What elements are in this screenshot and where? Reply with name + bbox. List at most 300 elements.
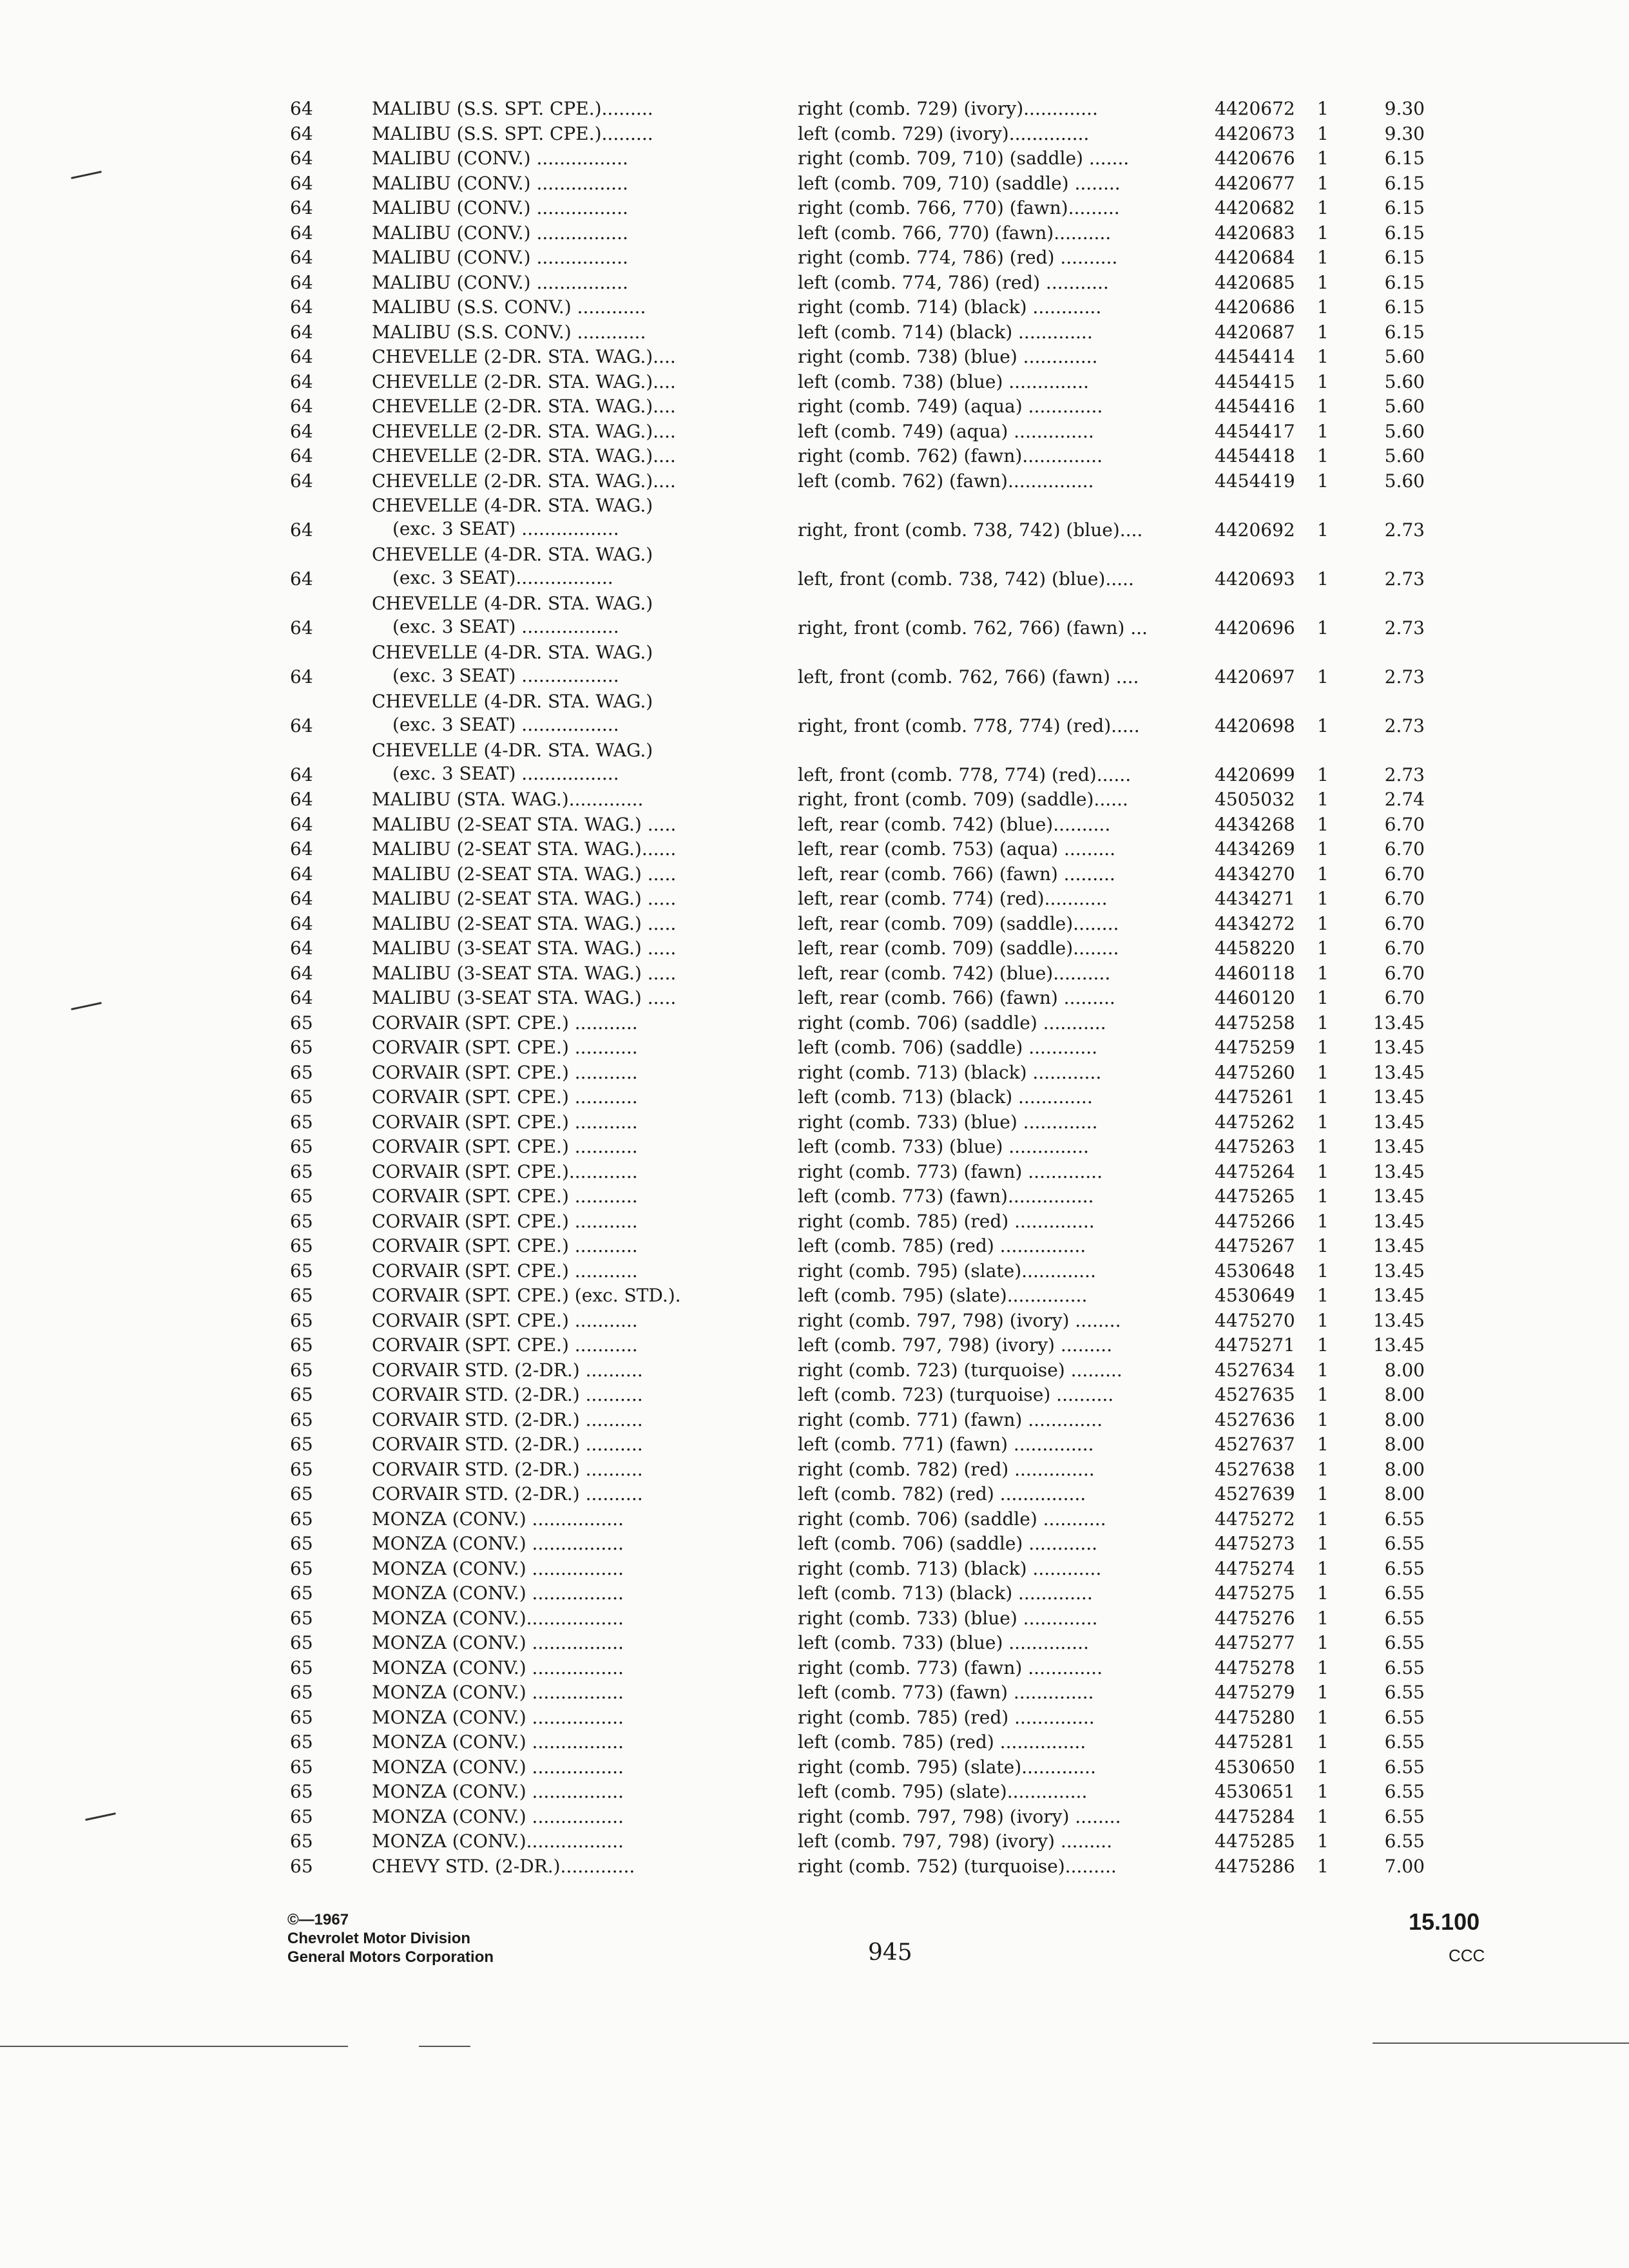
part-number: 4505032	[1215, 789, 1295, 810]
part-description: left (comb. 729) (ivory)..............	[798, 122, 1090, 144]
part-number: 4475274	[1215, 1557, 1295, 1579]
price: 5.60	[1384, 346, 1425, 367]
quantity: 1	[1317, 715, 1329, 736]
model-year: 64	[290, 222, 313, 244]
model-name	[372, 1259, 739, 1283]
part-number: 4420672	[1215, 98, 1295, 119]
model-year: 64	[290, 789, 313, 810]
quantity: 1	[1317, 271, 1329, 293]
part-description: right (comb. 782) (red) ..............	[798, 1458, 1095, 1480]
part-number: 4527637	[1215, 1434, 1295, 1455]
model-line: MALIBU (2-SEAT STA. WAG.) .....	[372, 912, 677, 934]
model-year: 65	[290, 1359, 313, 1381]
part-number: 4475261	[1215, 1086, 1295, 1108]
price: 6.15	[1384, 271, 1425, 293]
table-row	[0, 221, 1629, 246]
part-number: 4475262	[1215, 1111, 1295, 1133]
quantity: 1	[1317, 1160, 1329, 1182]
model-line: MONZA (CONV.) ................	[372, 1582, 624, 1604]
quantity: 1	[1317, 1781, 1329, 1802]
quantity: 1	[1317, 247, 1329, 268]
model-line: CORVAIR STD. (2-DR.) ..........	[372, 1483, 643, 1504]
price: 6.15	[1384, 148, 1425, 169]
quantity: 1	[1317, 396, 1329, 417]
price: 13.45	[1373, 1285, 1425, 1306]
part-number: 4434269	[1215, 838, 1295, 860]
part-description: right (comb. 713) (black) ............	[798, 1061, 1102, 1083]
model-line: CHEVELLE (4-DR. STA. WAG.)	[372, 691, 653, 712]
table-row	[0, 196, 1629, 221]
part-description: right, front (comb. 762, 766) (fawn) ...	[798, 617, 1148, 639]
part-number: 4475260	[1215, 1061, 1295, 1083]
part-description: right, front (comb. 709) (saddle)......	[798, 789, 1128, 810]
quantity: 1	[1317, 346, 1329, 367]
table-row	[0, 394, 1629, 419]
table-row	[0, 345, 1629, 370]
table-row	[0, 1755, 1629, 1780]
model-line: CORVAIR (SPT. CPE.) ...........	[372, 1061, 638, 1083]
part-description: right (comb. 729) (ivory).............	[798, 98, 1098, 119]
part-number: 4475286	[1215, 1855, 1295, 1877]
model-name	[372, 1283, 739, 1308]
model-line: MONZA (CONV.) ................	[372, 1682, 624, 1703]
price: 9.30	[1384, 122, 1425, 144]
bottom-edge-line	[0, 2046, 348, 2047]
price: 2.73	[1384, 715, 1425, 736]
quantity: 1	[1317, 1731, 1329, 1753]
part-description: right (comb. 733) (blue) .............	[798, 1607, 1098, 1629]
model-name	[372, 986, 739, 1010]
table-row	[0, 640, 1629, 689]
quantity: 1	[1317, 1855, 1329, 1877]
model-year: 64	[290, 321, 313, 343]
model-year: 64	[290, 271, 313, 293]
table-row	[0, 887, 1629, 912]
price: 6.15	[1384, 222, 1425, 244]
model-line: CORVAIR STD. (2-DR.) ..........	[372, 1359, 643, 1381]
model-name	[372, 1358, 739, 1383]
table-row	[0, 1309, 1629, 1334]
model-line: MALIBU (CONV.) ................	[372, 148, 628, 169]
part-number: 4434272	[1215, 912, 1295, 934]
quantity: 1	[1317, 1359, 1329, 1381]
table-row	[0, 1383, 1629, 1408]
model-year: 65	[290, 1408, 313, 1430]
model-year: 65	[290, 1260, 313, 1282]
table-row	[0, 1035, 1629, 1061]
quantity: 1	[1317, 937, 1329, 959]
model-line: CORVAIR (SPT. CPE.) ...........	[372, 1210, 638, 1232]
price: 13.45	[1373, 1111, 1425, 1133]
model-name	[372, 1805, 739, 1829]
part-number: 4475277	[1215, 1632, 1295, 1653]
model-line: MALIBU (CONV.) ................	[372, 247, 628, 268]
part-description: left (comb. 797, 798) (ivory) .........	[798, 1831, 1112, 1852]
part-description: left, rear (comb. 709) (saddle)........	[798, 937, 1119, 959]
quantity: 1	[1317, 1037, 1329, 1058]
part-number: 4530651	[1215, 1781, 1295, 1802]
part-description: right (comb. 771) (fawn) .............	[798, 1408, 1103, 1430]
model-year: 65	[290, 1309, 313, 1331]
part-number: 4420673	[1215, 122, 1295, 144]
part-number: 4475276	[1215, 1607, 1295, 1629]
part-description: right, front (comb. 778, 774) (red).....	[798, 715, 1140, 736]
table-row	[0, 245, 1629, 271]
price: 6.55	[1384, 1706, 1425, 1728]
part-description: left (comb. 773) (fawn)...............	[798, 1186, 1094, 1207]
model-year: 64	[290, 98, 313, 119]
model-line: MALIBU (S.S. CONV.) ............	[372, 296, 646, 318]
model-name	[372, 1383, 739, 1407]
part-description: left, front (comb. 762, 766) (fawn) ....	[798, 666, 1139, 687]
model-name	[372, 271, 739, 295]
part-description: right (comb. 709, 710) (saddle) .......	[798, 148, 1130, 169]
part-number: 4454415	[1215, 370, 1295, 392]
table-row	[0, 787, 1629, 812]
table-row	[0, 469, 1629, 494]
model-name	[372, 1085, 739, 1110]
model-year: 65	[290, 1756, 313, 1778]
model-year: 65	[290, 1111, 313, 1133]
model-year: 64	[290, 813, 313, 835]
table-row	[0, 936, 1629, 961]
part-description: left (comb. 713) (black) .............	[798, 1582, 1093, 1604]
part-number: 4475258	[1215, 1012, 1295, 1033]
quantity: 1	[1317, 888, 1329, 909]
model-name	[372, 1061, 739, 1085]
price: 6.55	[1384, 1682, 1425, 1703]
price: 6.15	[1384, 172, 1425, 194]
quantity: 1	[1317, 1136, 1329, 1157]
model-name	[372, 1309, 739, 1333]
part-number: 4475279	[1215, 1682, 1295, 1703]
model-line: CHEVELLE (2-DR. STA. WAG.)....	[372, 346, 676, 367]
model-name	[372, 1234, 739, 1258]
model-year: 64	[290, 148, 313, 169]
model-line: MALIBU (S.S. CONV.) ............	[372, 321, 646, 343]
model-name	[372, 837, 739, 861]
model-line: MALIBU (S.S. SPT. CPE.).........	[372, 98, 653, 119]
quantity: 1	[1317, 1458, 1329, 1480]
part-number: 4434271	[1215, 888, 1295, 909]
price: 13.45	[1373, 1186, 1425, 1207]
model-year: 65	[290, 1434, 313, 1455]
price: 9.30	[1384, 98, 1425, 119]
model-year: 65	[290, 1012, 313, 1033]
table-row	[0, 1656, 1629, 1681]
model-line: CHEVELLE (4-DR. STA. WAG.)	[372, 495, 653, 516]
model-line: MALIBU (3-SEAT STA. WAG.) .....	[372, 962, 677, 984]
quantity: 1	[1317, 1186, 1329, 1207]
table-row	[0, 1259, 1629, 1284]
model-line: CORVAIR (SPT. CPE.)............	[372, 1160, 638, 1182]
model-name	[372, 1680, 739, 1705]
model-name	[372, 1457, 739, 1482]
model-name	[372, 689, 739, 735]
part-description: left (comb. 723) (turquoise) ..........	[798, 1384, 1114, 1405]
model-year: 65	[290, 1831, 313, 1852]
quantity: 1	[1317, 617, 1329, 639]
table-row	[0, 1680, 1629, 1706]
table-row	[0, 1557, 1629, 1582]
table-row	[0, 1333, 1629, 1358]
part-number: 4434270	[1215, 863, 1295, 885]
part-description: right (comb. 723) (turquoise) .........	[798, 1359, 1123, 1381]
part-description: right (comb. 795) (slate).............	[798, 1260, 1096, 1282]
table-row	[0, 122, 1629, 147]
model-year: 65	[290, 1061, 313, 1083]
quantity: 1	[1317, 222, 1329, 244]
part-description: right (comb. 733) (blue) .............	[798, 1111, 1098, 1133]
price: 6.55	[1384, 1607, 1425, 1629]
part-number: 4420697	[1215, 666, 1295, 687]
table-row	[0, 444, 1629, 469]
model-name	[372, 787, 739, 812]
part-description: right (comb. 752) (turquoise).........	[798, 1855, 1117, 1877]
model-name	[372, 1135, 739, 1159]
part-description: left, rear (comb. 774) (red)...........	[798, 888, 1108, 909]
quantity: 1	[1317, 1434, 1329, 1455]
model-line: MONZA (CONV.) ................	[372, 1756, 624, 1778]
model-name	[372, 146, 739, 171]
model-name	[372, 1408, 739, 1432]
part-number: 4420687	[1215, 321, 1295, 343]
model-year: 64	[290, 764, 313, 785]
price: 6.70	[1384, 912, 1425, 934]
model-line: MONZA (CONV.).................	[372, 1831, 624, 1852]
price: 6.70	[1384, 987, 1425, 1008]
part-description: left, rear (comb. 766) (fawn) .........	[798, 987, 1115, 1008]
price: 6.55	[1384, 1831, 1425, 1852]
division-line: Chevrolet Motor Division	[287, 1930, 471, 1947]
quantity: 1	[1317, 420, 1329, 442]
part-number: 4420699	[1215, 764, 1295, 785]
model-name	[372, 1557, 739, 1581]
model-name	[372, 221, 739, 245]
model-name	[372, 1184, 739, 1209]
table-row	[0, 543, 1629, 591]
model-name	[372, 1507, 739, 1532]
quantity: 1	[1317, 370, 1329, 392]
quantity: 1	[1317, 666, 1329, 687]
model-line: CHEVELLE (4-DR. STA. WAG.)	[372, 740, 653, 761]
part-number: 4420682	[1215, 197, 1295, 218]
section-code: CCC	[1449, 1946, 1485, 1965]
model-name	[372, 1854, 739, 1879]
part-number: 4527638	[1215, 1458, 1295, 1480]
table-row	[0, 837, 1629, 862]
quantity: 1	[1317, 1508, 1329, 1530]
model-name	[372, 812, 739, 837]
model-line: CORVAIR (SPT. CPE.) ...........	[372, 1086, 638, 1108]
price: 8.00	[1384, 1408, 1425, 1430]
table-row	[0, 1110, 1629, 1135]
price: 6.70	[1384, 937, 1425, 959]
quantity: 1	[1317, 98, 1329, 119]
model-name	[372, 1706, 739, 1730]
part-number: 4527635	[1215, 1384, 1295, 1405]
table-row	[0, 1408, 1629, 1433]
model-line: MALIBU (2-SEAT STA. WAG.) .....	[372, 888, 677, 909]
model-name	[372, 936, 739, 961]
price: 6.55	[1384, 1756, 1425, 1778]
model-year: 64	[290, 122, 313, 144]
part-description: left (comb. 733) (blue) ..............	[798, 1136, 1089, 1157]
price: 6.15	[1384, 296, 1425, 318]
model-subline: (exc. 3 SEAT).................	[392, 567, 613, 588]
part-number: 4420692	[1215, 519, 1295, 541]
model-line: CORVAIR (SPT. CPE.) (exc. STD.).	[372, 1285, 681, 1306]
model-name	[372, 591, 739, 637]
model-line: CHEVELLE (2-DR. STA. WAG.)....	[372, 370, 676, 392]
model-name	[372, 1160, 739, 1184]
part-number: 4475273	[1215, 1533, 1295, 1554]
quantity: 1	[1317, 1408, 1329, 1430]
part-number: 4458220	[1215, 937, 1295, 959]
quantity: 1	[1317, 987, 1329, 1008]
table-row	[0, 1854, 1629, 1879]
price: 13.45	[1373, 1160, 1425, 1182]
part-description: left (comb. 782) (red) ...............	[798, 1483, 1086, 1504]
model-name	[372, 912, 739, 936]
model-line: CORVAIR (SPT. CPE.) ...........	[372, 1260, 638, 1282]
model-year: 65	[290, 1210, 313, 1232]
table-row	[0, 271, 1629, 296]
price: 6.55	[1384, 1781, 1425, 1802]
price: 6.55	[1384, 1657, 1425, 1678]
model-year: 65	[290, 1657, 313, 1678]
part-number: 4475264	[1215, 1160, 1295, 1182]
model-name	[372, 1333, 739, 1358]
model-subline: (exc. 3 SEAT) .................	[392, 763, 619, 784]
part-description: left (comb. 738) (blue) ..............	[798, 370, 1089, 392]
price: 13.45	[1373, 1037, 1425, 1058]
model-line: CORVAIR STD. (2-DR.) ..........	[372, 1384, 643, 1405]
quantity: 1	[1317, 568, 1329, 590]
part-description: left, rear (comb. 742) (blue)..........	[798, 962, 1111, 984]
price: 6.70	[1384, 813, 1425, 835]
part-number: 4475270	[1215, 1309, 1295, 1331]
quantity: 1	[1317, 1012, 1329, 1033]
table-row	[0, 862, 1629, 887]
model-subline: (exc. 3 SEAT) .................	[392, 616, 619, 637]
part-description: left (comb. 773) (fawn) ..............	[798, 1682, 1094, 1703]
model-subline: (exc. 3 SEAT) .................	[392, 518, 619, 539]
part-description: left (comb. 795) (slate)..............	[798, 1285, 1088, 1306]
price: 6.15	[1384, 321, 1425, 343]
quantity: 1	[1317, 122, 1329, 144]
quantity: 1	[1317, 1582, 1329, 1604]
part-description: left (comb. 706) (saddle) ............	[798, 1037, 1098, 1058]
part-description: left (comb. 709, 710) (saddle) ........	[798, 172, 1121, 194]
part-description: left (comb. 797, 798) (ivory) .........	[798, 1334, 1112, 1356]
part-number: 4460120	[1215, 987, 1295, 1008]
model-name	[372, 1730, 739, 1754]
price: 13.45	[1373, 1086, 1425, 1108]
price: 6.55	[1384, 1632, 1425, 1653]
table-row	[0, 1730, 1629, 1755]
table-row	[0, 1507, 1629, 1532]
part-description: left, rear (comb. 709) (saddle)........	[798, 912, 1119, 934]
part-description: left, rear (comb. 766) (fawn) .........	[798, 863, 1115, 885]
part-number: 4530650	[1215, 1756, 1295, 1778]
part-number: 4475266	[1215, 1210, 1295, 1232]
table-row	[0, 1581, 1629, 1606]
quantity: 1	[1317, 1210, 1329, 1232]
price: 6.55	[1384, 1533, 1425, 1554]
part-number: 4475281	[1215, 1731, 1295, 1753]
model-year: 64	[290, 962, 313, 984]
part-description: left (comb. 785) (red) ...............	[798, 1731, 1086, 1753]
model-name	[372, 171, 739, 196]
model-year: 64	[290, 715, 313, 736]
model-year: 65	[290, 1285, 313, 1306]
model-name	[372, 370, 739, 394]
quantity: 1	[1317, 1557, 1329, 1579]
model-year: 65	[290, 1582, 313, 1604]
model-line: MONZA (CONV.) ................	[372, 1557, 624, 1579]
part-number: 4475280	[1215, 1706, 1295, 1728]
model-line: CORVAIR (SPT. CPE.) ...........	[372, 1111, 638, 1133]
table-row	[0, 146, 1629, 171]
quantity: 1	[1317, 1384, 1329, 1405]
quantity: 1	[1317, 1831, 1329, 1852]
model-name	[372, 887, 739, 911]
part-number: 4420685	[1215, 271, 1295, 293]
model-name	[372, 1011, 739, 1035]
section-number: 15.100	[1409, 1908, 1480, 1935]
model-line: CORVAIR (SPT. CPE.) ...........	[372, 1037, 638, 1058]
model-line: MONZA (CONV.) ................	[372, 1731, 624, 1753]
model-year: 65	[290, 1334, 313, 1356]
price: 5.60	[1384, 370, 1425, 392]
price: 8.00	[1384, 1384, 1425, 1405]
quantity: 1	[1317, 1533, 1329, 1554]
model-line: MONZA (CONV.) ................	[372, 1632, 624, 1653]
model-line: CHEVELLE (4-DR. STA. WAG.)	[372, 642, 653, 663]
table-row	[0, 1780, 1629, 1805]
part-number: 4454417	[1215, 420, 1295, 442]
model-line: MONZA (CONV.) ................	[372, 1533, 624, 1554]
price: 6.15	[1384, 247, 1425, 268]
quantity: 1	[1317, 912, 1329, 934]
price: 5.60	[1384, 445, 1425, 466]
quantity: 1	[1317, 1061, 1329, 1083]
quantity: 1	[1317, 197, 1329, 218]
model-line: CHEVELLE (2-DR. STA. WAG.)....	[372, 470, 676, 492]
part-number: 4475265	[1215, 1186, 1295, 1207]
price: 6.55	[1384, 1731, 1425, 1753]
part-description: left (comb. 771) (fawn) ..............	[798, 1434, 1094, 1455]
model-name	[372, 419, 739, 444]
quantity: 1	[1317, 1682, 1329, 1703]
model-line: CHEVY STD. (2-DR.).............	[372, 1855, 635, 1877]
model-year: 65	[290, 1508, 313, 1530]
bottom-edge-line	[1373, 2042, 1629, 2044]
part-description: left, front (comb. 738, 742) (blue).....	[798, 568, 1134, 590]
part-number: 4420698	[1215, 715, 1295, 736]
table-row	[0, 1532, 1629, 1557]
part-number: 4454418	[1215, 445, 1295, 466]
model-line: CHEVELLE (4-DR. STA. WAG.)	[372, 593, 653, 614]
quantity: 1	[1317, 962, 1329, 984]
part-description: right (comb. 762) (fawn)..............	[798, 445, 1103, 466]
model-name	[372, 1110, 739, 1135]
part-number: 4420684	[1215, 247, 1295, 268]
model-year: 64	[290, 370, 313, 392]
model-year: 65	[290, 1533, 313, 1554]
model-name	[372, 444, 739, 468]
